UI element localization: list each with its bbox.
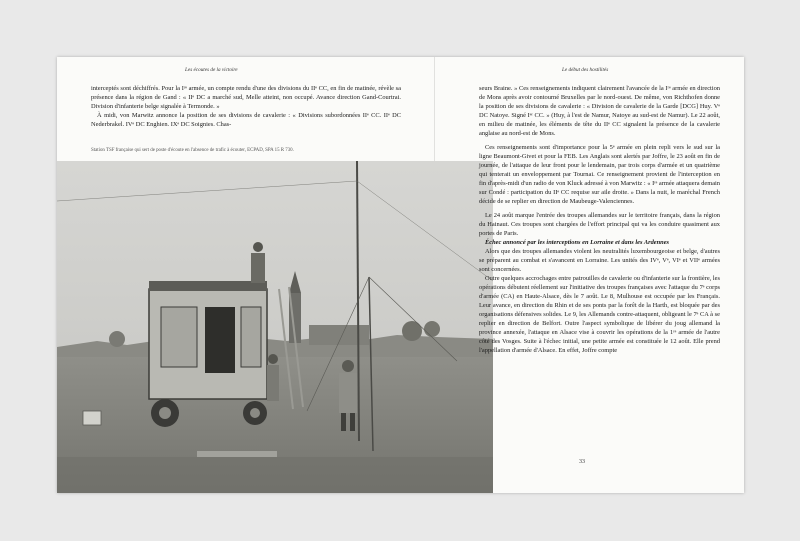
right-paragraph: Outre quelques accrochages entre patrouilles de cavalerie ou d'infanterie sur la frontière, les opérations débutent réellement sur l'initiative des troupes françaises avec l'attaque du 7ᵉ corps d'armée (CA) en Haute-Alsace, dès le 7 août. Le 8, Mulhouse est occupée par les Français. Leur avance, en direction du Rhin et de ses ponts par la forêt de la Harth, est bloquée par des organisations défensives solides. Le 9, les Allemands contre-attaquent, obligeant le 7ᵉ CA à se replier en direction de Belfort. Outre l'aspect symbolique de libérer du joug allemand la province annexée, l'attaque en Alsace vise à couvrir les opérations de la 1ʳᵉ armée de l'autre côté des Vosges. Suite à l'échec initial, une petite armée est constituée le 12 août. Elle prend l'appellation d'armée d'Alsace. En effet, Joffre compte: [479, 275, 720, 354]
section-subheading: Échec annoncé par les interceptions en Lorraine et dans les Ardennes: [485, 239, 670, 246]
archival-photo: [57, 161, 493, 493]
page-number: 33: [579, 459, 585, 465]
right-paragraph: Ces renseignements sont d'importance pour la 5ᵉ armée en plein repli vers le sud sur la ligne Beaumont-Givet et pour la FEB. Les Anglais sont alertés par Joffre, le 23 août en fin de journée, de l'attaque de leur front pour le lendemain, par trois corps d'armée et un quatrième qui tenterait un enveloppement par Tournai. Ce renseignement provient de l'interception en fin d'après-midi d'un radio de von Kluck adressé à von Marwitz : « Iʳᵉ armée attaquera demain sur Condé : participation du IIᵉ CC requise sur aile droite. » Dans la nuit, le maréchal French décide de se replier en direction de Maubeuge-Valenciennes.: [479, 144, 720, 205]
left-body-text: [91, 84, 401, 129]
right-paragraph: seurs Braine. » Ces renseignements indiquent clairement l'avancée de la Iʳᵉ armée en direction de Mons après avoir contourné Bruxelles par le nord-ouest. De même, von Richthofen donne la position de ses divisions de cavalerie : « Division de cavalerie de la Garde [DCG] Huy. Vᵉ DC Natoye. Signé Iᵉʳ CC. » (Huy, à l'est de Namur, Natoye au sud-est de Namur). Le 22 août, en milieu de matinée, les éléments de tête du IIᵉ CC signalent la présence de la cavalerie anglaise au nord-est de Mons.: [479, 85, 720, 137]
right-running-head: Le début des hostilités: [562, 67, 609, 73]
photo-caption: Station TSF française qui sert de poste d'écoute en l'absence de trafic à écouter, ECPAD, SPA 15 R 730.: [91, 148, 294, 153]
left-running-head: Les écoutes de la victoire: [185, 67, 238, 73]
left-paragraph: À midi, von Marwitz annonce la position de ses divisions de cavalerie : « Divisions subordonnées IIᵉ CC. IIᵉ DC Nederbrakel. IVᵉ DC Enghien. IXᵉ DC Soignies. Chas-: [91, 112, 401, 128]
right-body-text: [479, 84, 720, 355]
right-paragraph: Alors que des troupes allemandes violent les neutralités luxembourgeoise et belge, d'autres se préparent au combat et s'avancent en Lorraine. Les unités des IVᵉ, Vᵉ, VIᵉ et VIIᵉ armées sont concernées.: [479, 248, 720, 273]
left-paragraph: interceptés sont déchiffrés. Pour la Iʳᵉ armée, un compte rendu d'une des divisions du IIᵉ CC, en fin de matinée, révèle sa présence dans la région de Gand : « IIᵉ DC a marché sud, Melle atteint, non occupé. Avance direction Gand-Courtrai. Division d'infanterie belge signalée à Termonde. »: [91, 85, 401, 110]
right-paragraph: Le 24 août marque l'entrée des troupes allemandes sur le territoire français, dans la région du Hainaut. Ces troupes sont chargées de l'effort principal qui va les conduire quasiment aux portes de Paris.: [479, 212, 720, 237]
